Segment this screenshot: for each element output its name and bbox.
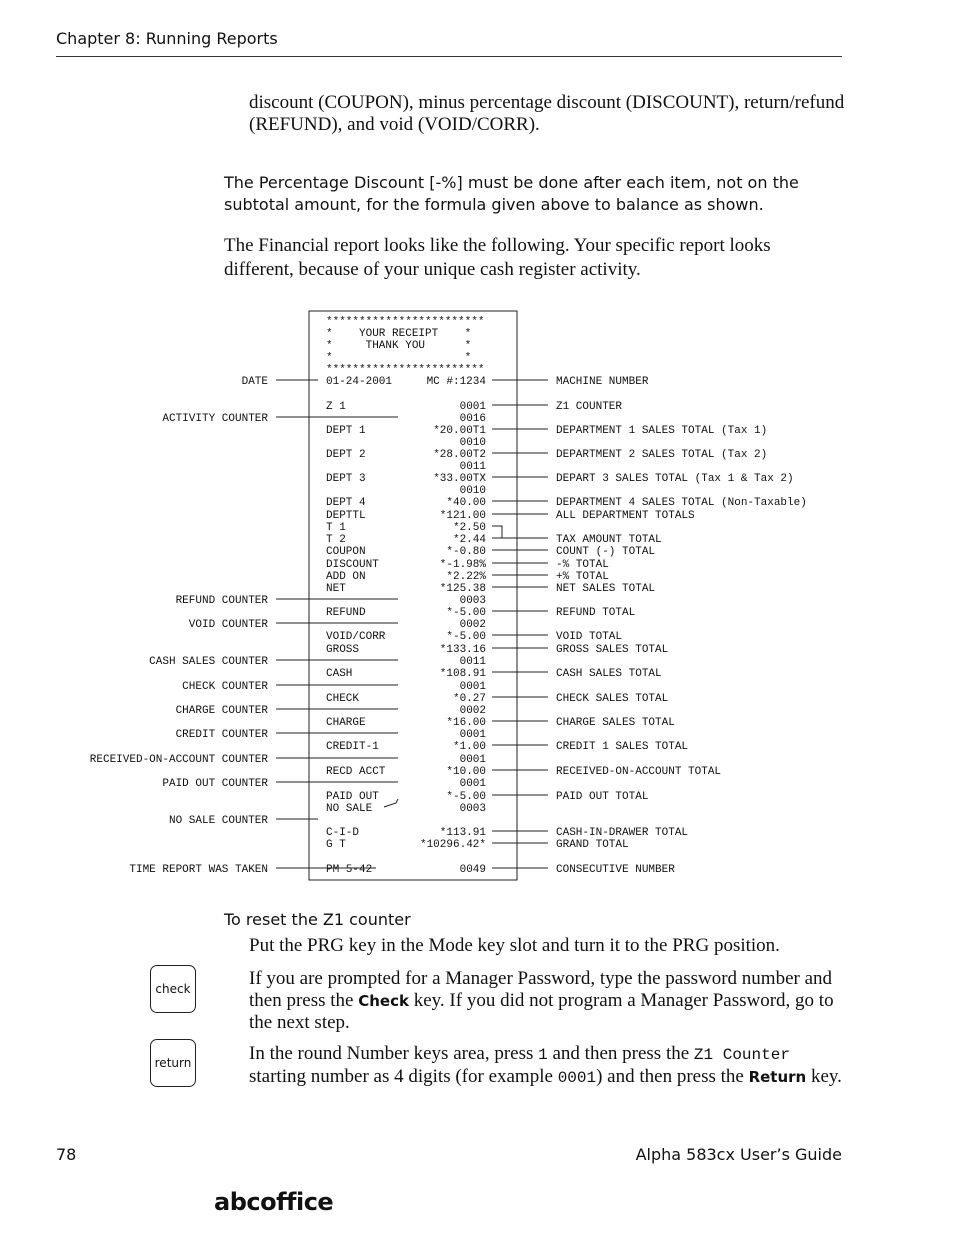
receipt-row-value: *125.38 [439,583,486,595]
receipt-row-value: 0001 [459,754,486,766]
receipt-header-line: * YOUR RECEIPT * [326,328,472,340]
receipt-row-value: *10296.42* [419,839,486,851]
running-header: Chapter 8: Running Reports [56,29,278,48]
right-callout-label: CREDIT 1 SALES TOTAL [556,741,689,753]
receipt-row-value: MC #:1234 [426,376,486,388]
receipt-row-value: *10.00 [446,766,486,778]
left-callout-label: REFUND COUNTER [175,595,268,607]
receipt-row-label: 01-24-2001 [326,376,393,388]
check-key-label: Check [358,992,409,1010]
receipt-row-value: *113.91 [439,827,486,839]
return-key-icon: return [150,1039,196,1087]
right-callout-label: TAX AMOUNT TOTAL [556,534,662,546]
receipt-row-label: CREDIT-1 [326,741,379,753]
receipt-row-value: *-5.00 [446,631,486,643]
receipt-row-label: DEPT 1 [326,425,366,437]
step-2-text-a: If you are prompted for a Manager Password, type the password number and then press the [249,968,833,1011]
receipt-row-value: *-0.80 [446,546,486,558]
right-callout-label: Z1 COUNTER [556,401,623,413]
receipt-row-value: *28.00T2 [433,449,486,461]
receipt-row-value: *20.00T1 [433,425,486,437]
left-callout-label: TIME REPORT WAS TAKEN [129,864,268,876]
receipt-row-label: CHECK [326,693,360,705]
receipt-row-label: ADD ON [326,571,366,583]
page-number: 78 [56,1145,77,1164]
receipt-header-line: ************************ [326,316,485,328]
receipt-row-value: 0011 [459,656,486,668]
receipt-row-value: *-5.00 [446,791,486,803]
receipt-row-value: *-5.00 [446,607,486,619]
left-callout-label: PAID OUT COUNTER [162,778,268,790]
note-paragraph: The Percentage Discount [-%] must be done after each item, not on the subtotal amount, for the formula given above to balance as shown. [224,173,799,214]
step-3-text-e: key. [806,1066,842,1087]
receipt-row-value: 0002 [459,705,486,717]
receipt-row-value: *2.44 [452,534,486,546]
right-callout-label: CASH SALES TOTAL [556,668,662,680]
left-callout-label: VOID COUNTER [188,619,268,631]
receipt-row-value: 0016 [459,413,486,425]
receipt-row-value: 0003 [459,803,486,815]
right-callout-label: ALL DEPARTMENT TOTALS [556,510,695,522]
receipt-row-value: 0010 [459,485,486,497]
right-callout-label: CASH-IN-DRAWER TOTAL [556,827,689,839]
receipt-row-label: CASH [326,668,353,680]
receipt-row-value: *16.00 [446,717,486,729]
receipt-row-value: *1.00 [452,741,486,753]
receipt-row-value: 0002 [459,619,486,631]
left-callout-label: ACTIVITY COUNTER [162,413,268,425]
receipt-header-line: ************************ [326,364,485,376]
right-callout-label: DEPART 3 SALES TOTAL (Tax 1 & Tax 2) [556,473,794,485]
receipt-row-value: 0001 [459,681,486,693]
right-callout-label: GROSS SALES TOTAL [556,644,669,656]
receipt-row-value: 0001 [459,729,486,741]
receipt-row-value: *121.00 [439,510,486,522]
receipt-row-label: CHARGE [326,717,366,729]
code-z1-counter: Z1 Counter [693,1046,790,1064]
receipt-row-label: Z 1 [326,401,346,413]
right-callout-label: DEPARTMENT 2 SALES TOTAL (Tax 2) [556,449,768,461]
intro-paragraph: The Financial report looks like the following. Your specific report looks different, because of your unique cash register activity. [224,235,771,280]
receipt-row-label: DEPT 2 [326,449,366,461]
step-3-text-a: In the round Number keys area, press [249,1043,539,1064]
receipt-row-value: 0010 [459,437,486,449]
right-callout-label: REFUND TOTAL [556,607,636,619]
step-3 [249,1043,849,1089]
left-callout-label: CREDIT COUNTER [175,729,268,741]
left-callout-label: DATE [241,376,268,388]
step-3-text-b: and then press the [547,1043,694,1064]
receipt-header-line: * * [326,352,472,364]
step-2 [249,968,849,1034]
step-2-text-b: key. If you did not program a Manager Password, go to the next step. [249,990,834,1033]
step-1: Put the PRG key in the Mode key slot and turn it to the PRG position. [249,935,780,956]
receipt-row-value: *33.00TX [433,473,486,485]
receipt-row-label: DEPTTL [326,510,366,522]
right-callout-label: CHECK SALES TOTAL [556,693,669,705]
tax-bracket-line [492,526,502,538]
receipt-row-value: *133.16 [439,644,486,656]
paragraph-continued: discount (COUPON), minus percentage discount (DISCOUNT), return/refund (REFUND), and void (VOID/CORR). [249,92,845,135]
right-callout-label: +% TOTAL [556,571,609,583]
left-callout-label: NO SALE COUNTER [168,815,268,827]
right-callout-label: COUNT (-) TOTAL [556,546,656,558]
return-key-label: Return [748,1068,807,1086]
receipt-row-value: *0.27 [452,693,486,705]
code-one: 1 [538,1046,548,1064]
receipt-row-label: GROSS [326,644,360,656]
right-callout-label: MACHINE NUMBER [556,376,649,388]
receipt-row-label: NO SALE [326,803,373,815]
receipt-row-label: T 2 [326,534,346,546]
receipt-row-label: PM 5-42 [326,864,373,876]
left-callout-label: CHARGE COUNTER [175,705,268,717]
right-callout-label: VOID TOTAL [556,631,623,643]
receipt-row-label: VOID/CORR [326,631,386,643]
receipt-row-label: PAID OUT [326,791,379,803]
receipt-row-value: *40.00 [446,497,486,509]
right-callout-label: PAID OUT TOTAL [556,791,649,803]
receipt-row-label: NET [326,583,346,595]
receipt-row-value: *-1.98% [439,559,486,571]
receipt-row-label: COUPON [326,546,366,558]
receipt-header-line: * THANK YOU * [326,340,472,352]
code-example: 0001 [557,1069,597,1087]
receipt-row-value: 0049 [459,864,486,876]
right-callout-label: CHARGE SALES TOTAL [556,717,675,729]
receipt-row-value: *108.91 [439,668,486,680]
right-callout-label: RECEIVED-ON-ACCOUNT TOTAL [556,766,722,778]
receipt-row-label: REFUND [326,607,366,619]
right-callout-label: GRAND TOTAL [556,839,629,851]
left-callout-label: CHECK COUNTER [182,681,268,693]
step-3-text-c: starting number as 4 digits (for example [249,1066,558,1087]
right-callout-label: CONSECUTIVE NUMBER [556,864,675,876]
receipt-row-value: 0003 [459,595,486,607]
receipt-row-label: DEPT 4 [326,497,366,509]
left-callout-label: RECEIVED-ON-ACCOUNT COUNTER [89,754,268,766]
receipt-row-value: 0001 [459,401,486,413]
right-callout-label: DEPARTMENT 4 SALES TOTAL (Non-Taxable) [556,497,807,509]
receipt-row-value: *2.50 [452,522,486,534]
receipt-row-label: C-I-D [326,827,360,839]
check-key-icon: check [150,965,196,1013]
abcoffice-logo: abcoffice [214,1188,334,1216]
receipt-row-label: DISCOUNT [326,559,379,571]
receipt-row-value: 0011 [459,461,486,473]
step-3-text-d: ) and then press the [596,1066,749,1087]
receipt-row-value: 0001 [459,778,486,790]
right-callout-label: -% TOTAL [556,559,609,571]
receipt-row-label: DEPT 3 [326,473,366,485]
receipt-row-label: RECD ACCT [326,766,386,778]
guide-title: Alpha 583cx User’s Guide [635,1145,842,1164]
section-subheading: To reset the Z1 counter [224,910,411,929]
no-sale-bracket-line [384,799,398,807]
right-callout-label: DEPARTMENT 1 SALES TOTAL (Tax 1) [556,425,768,437]
receipt-row-label: T 1 [326,522,346,534]
right-callout-label: NET SALES TOTAL [556,583,656,595]
receipt-row-value: *2.22% [446,571,486,583]
receipt-row-label: G T [326,839,346,851]
left-callout-label: CASH SALES COUNTER [149,656,268,668]
